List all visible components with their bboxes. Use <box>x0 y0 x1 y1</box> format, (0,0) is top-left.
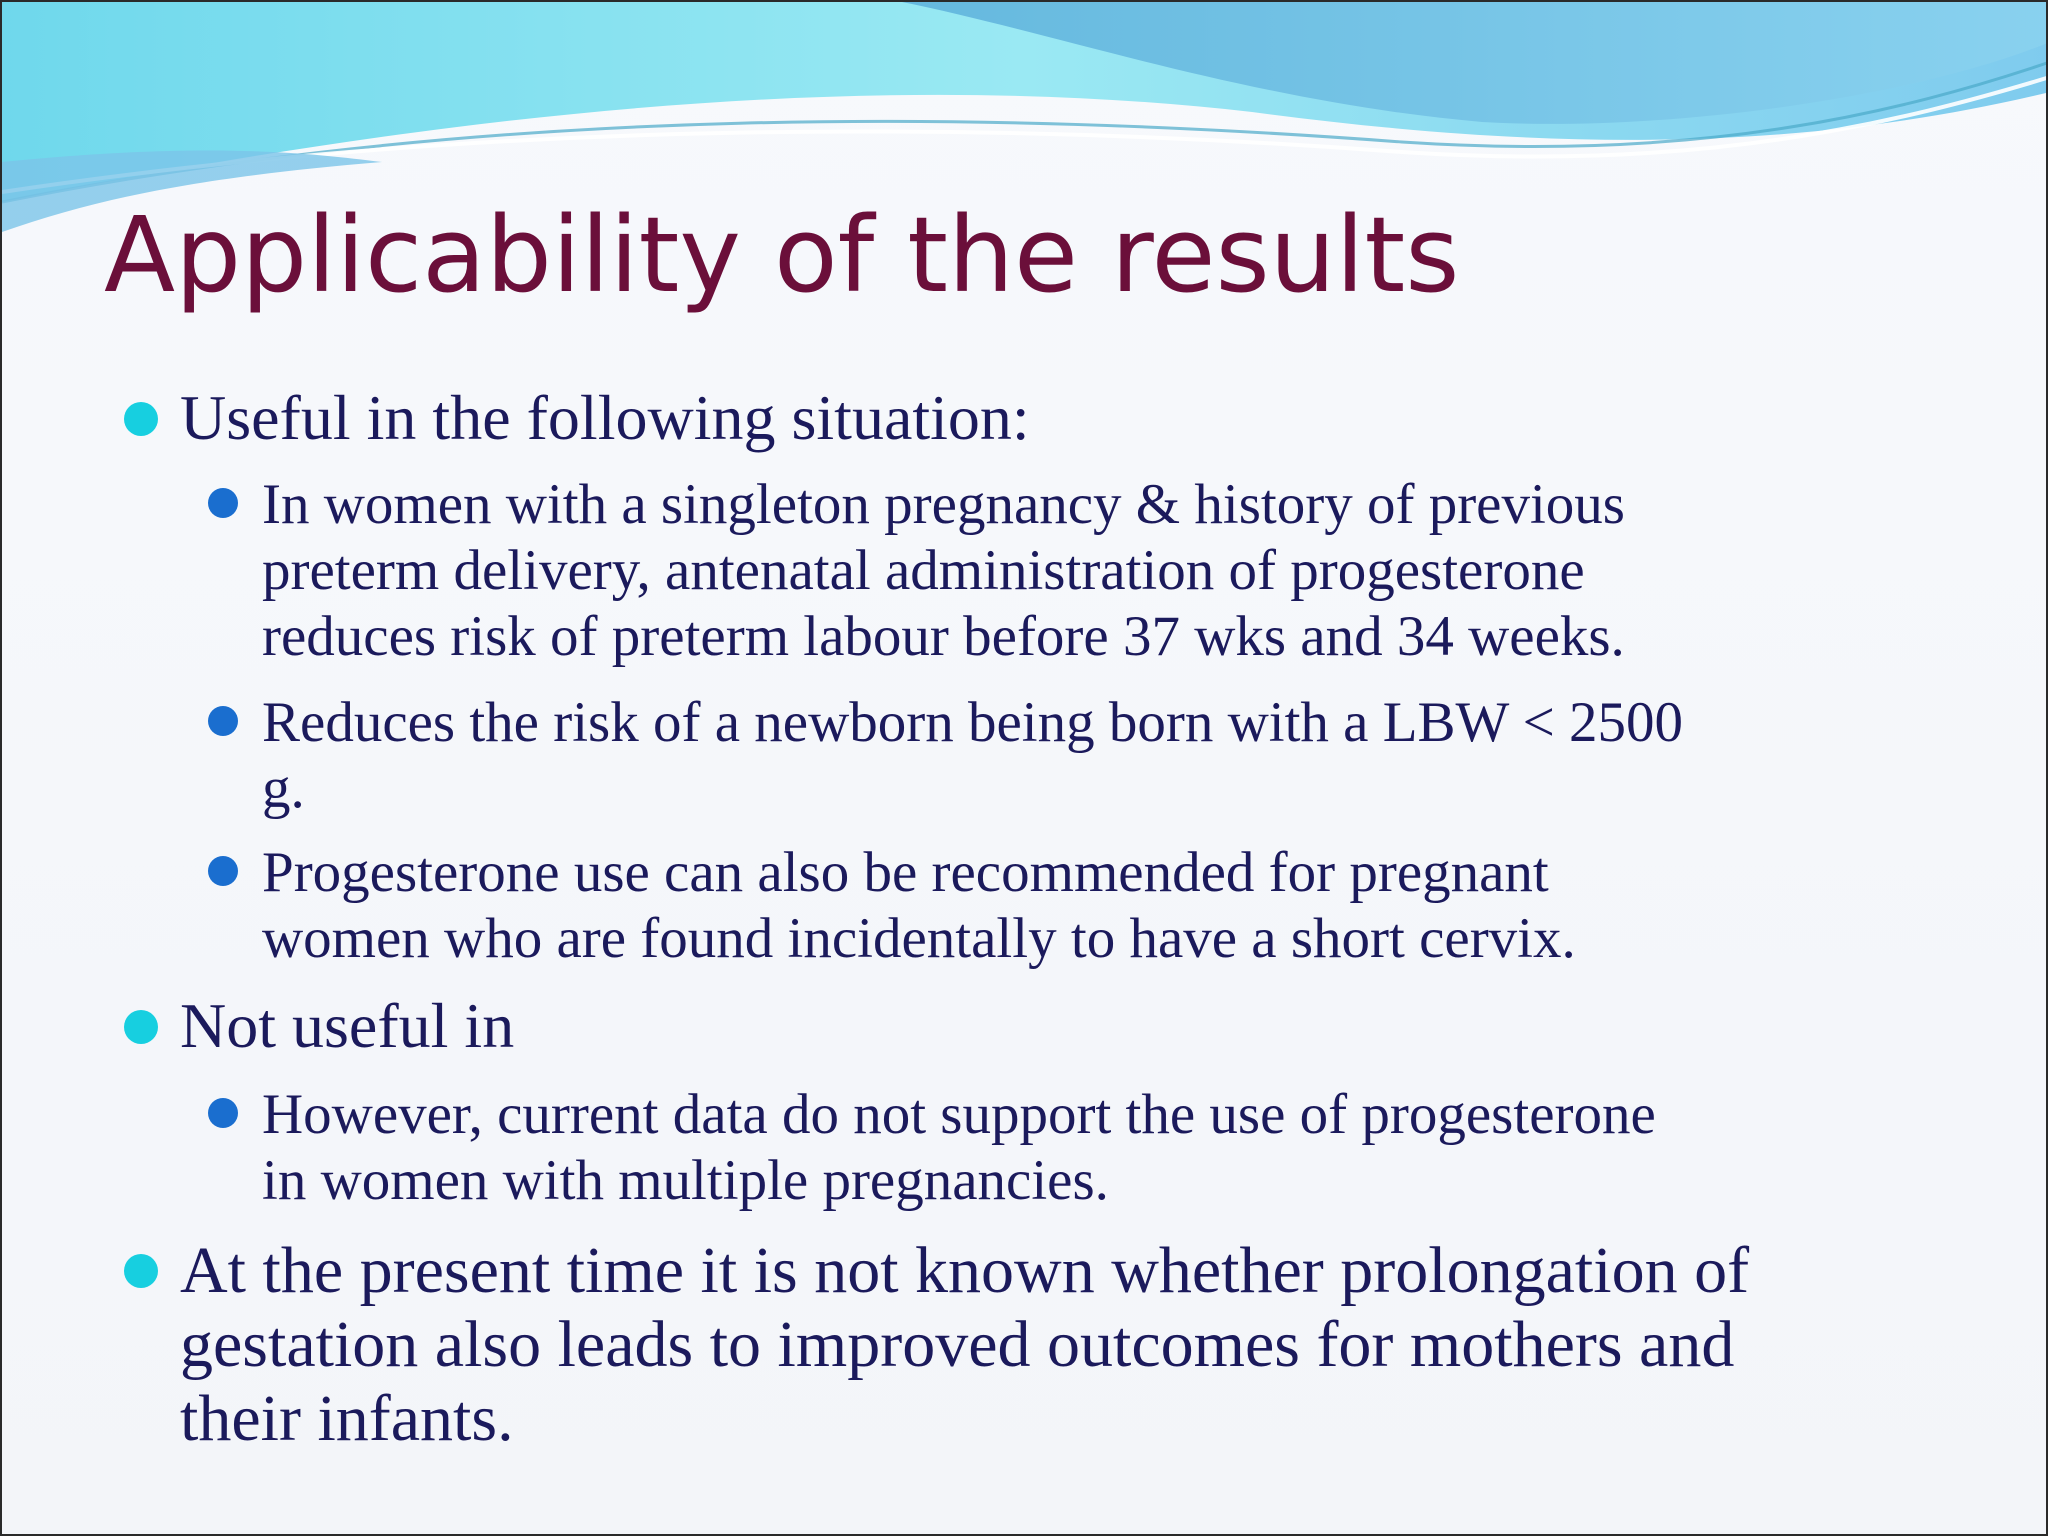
bullet-line: However, current data do not support the use of progesterone <box>262 1083 1656 1146</box>
level1-bullet-icon <box>124 402 158 436</box>
bullet-line: reduces risk of preterm labour before 37 wks and 34 weeks. <box>262 605 1625 668</box>
bullet-line: Progesterone use can also be recommended for pregnant <box>262 841 1549 904</box>
slide-body <box>2 2 2048 1536</box>
bullet-line: g. <box>262 757 305 820</box>
sub-bullet-multiple-pregnancies <box>262 1082 1982 1214</box>
sub-bullet-lbw <box>262 690 1982 822</box>
bullet-line: Reduces the risk of a newborn being born with a LBW < 2500 <box>262 691 1683 754</box>
slide-title: Applicability of the results <box>104 194 1460 316</box>
bullet-useful-in <box>180 382 1030 454</box>
level1-bullet-icon <box>124 1010 158 1044</box>
level2-bullet-icon <box>208 856 238 886</box>
bullet-not-useful-in <box>180 990 514 1062</box>
bullet-present-time <box>180 1234 1749 1456</box>
bullet-line: gestation also leads to improved outcomes for mothers and <box>180 1308 1735 1381</box>
level1-bullet-icon <box>124 1254 158 1288</box>
bullet-line: in women with multiple pregnancies. <box>262 1149 1109 1212</box>
bullet-line: their infants. <box>180 1382 514 1455</box>
level2-bullet-icon <box>208 706 238 736</box>
sub-bullet-singleton <box>262 472 1982 670</box>
bullet-text: Not useful in <box>180 990 515 1061</box>
level2-bullet-icon <box>208 488 238 518</box>
bullet-line: At the present time it is not known whether prolongation of <box>180 1234 1750 1307</box>
bullet-line: women who are found incidentally to have a short cervix. <box>262 907 1576 970</box>
bullet-text: Useful in the following situation: <box>180 382 1030 453</box>
bullet-line: preterm delivery, antenatal administration of progesterone <box>262 539 1585 602</box>
bullet-line: In women with a singleton pregnancy & history of previous <box>262 473 1625 536</box>
level2-bullet-icon <box>208 1098 238 1128</box>
sub-bullet-short-cervix <box>262 840 1982 972</box>
